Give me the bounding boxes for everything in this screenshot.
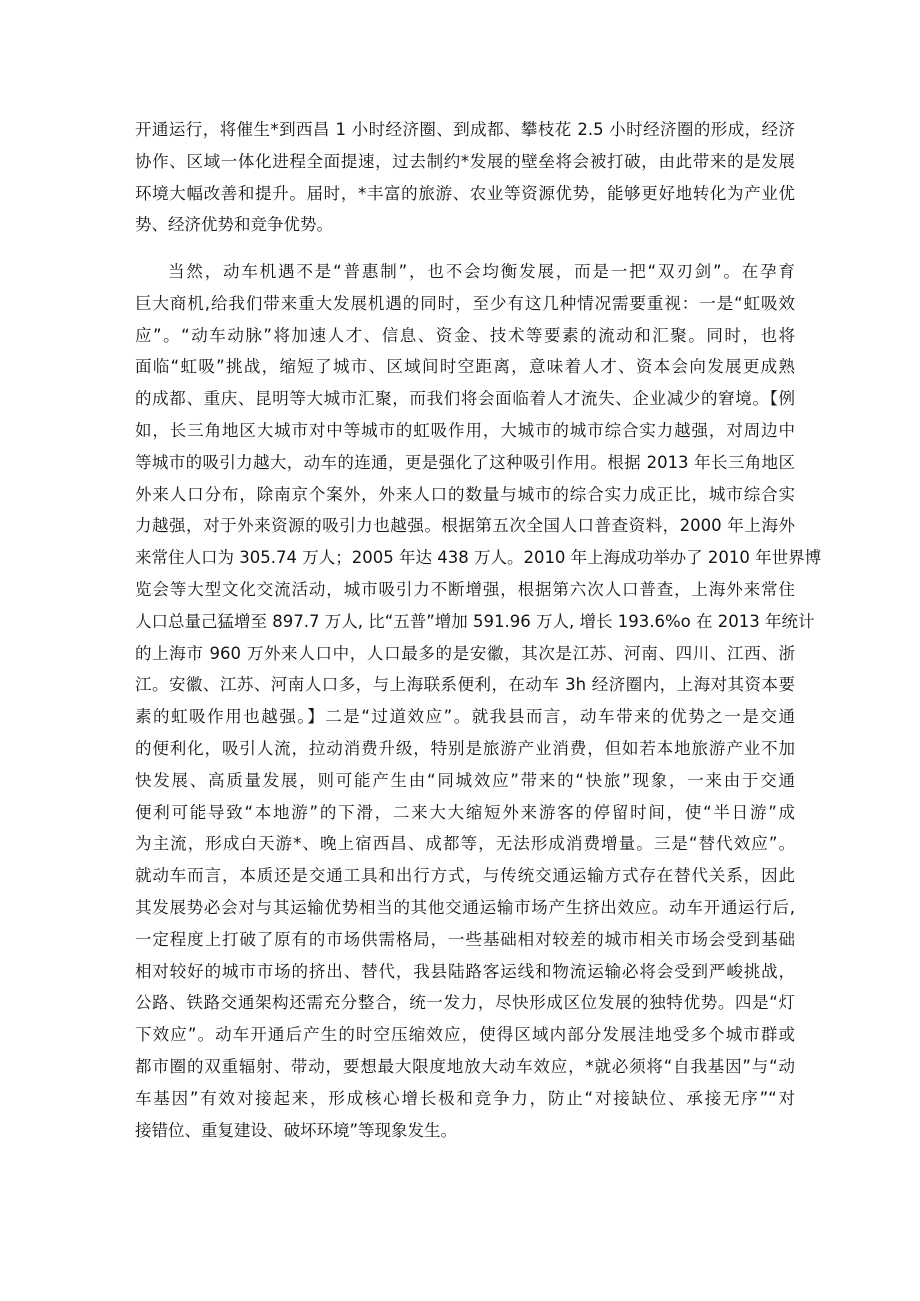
text-line: 势、经济优势和竞争优势。 bbox=[135, 215, 333, 235]
paragraph-2 bbox=[135, 256, 822, 1146]
text-line: 素的虹吸作用也越强。】二是“过道效应”。就我县而言，动车带来的优势之一是交通 bbox=[135, 707, 795, 727]
text-line: 的上海市 960 万外来人口中，人口最多的是安徽，其次是江苏、河南、四川、江西、浙 bbox=[135, 643, 795, 663]
text-line: 相对较好的城市市场的挤出、替代，我县陆路客运线和物流运输必将会受到严峻挑战， bbox=[135, 961, 795, 981]
text-line: 江。安徽、江苏、河南人口多，与上海联系便利，在动车 3h 经济圈内，上海对其资本要 bbox=[135, 675, 795, 695]
text-line: 面临“虹吸”挑战，缩短了城市、区域间时空距离，意味着人才、资本会向发展更成熟 bbox=[135, 357, 795, 377]
text-line: 快发展、高质量发展，则可能产生由“同城效应”带来的“快旅”现象，一来由于交通 bbox=[135, 770, 795, 790]
text-line: 的便利化，吸引人流，拉动消费升级，特别是旅游产业消费，但如若本地旅游产业不加 bbox=[135, 738, 795, 758]
text-line: 巨大商机,给我们带来重大发展机遇的同时，至少有这几种情况需要重视：一是“虹吸效 bbox=[135, 293, 795, 313]
text-line: 外来人口分布，除南京个案外，外来人口的数量与城市的综合实力成正比，城市综合实 bbox=[135, 484, 795, 504]
text-line: 为主流，形成白天游*、晚上宿西昌、成都等，无法形成消费增量。三是“替代效应”。 bbox=[135, 834, 795, 854]
text-line: 来常住人口为 305.74 万人；2005 年达 438 万人。2010 年上海成功举办了 2010 年世界博 bbox=[135, 548, 822, 568]
text-line: 如，长三角地区大城市对中等城市的虹吸作用，大城市的城市综合实力越强，对周边中 bbox=[135, 420, 795, 440]
text-line: 人口总量己猛增至 897.7 万人, 比“五普”增加 591.96 万人, 增长 193.6%o 在 2013 年统计 bbox=[135, 611, 815, 631]
text-line: 开通运行，将催生*到西昌 1 小时经济圈、到成都、攀枝花 2.5 小时经济圈的形成，经济 bbox=[135, 120, 795, 139]
text-line: 公路、铁路交通架构还需充分整合，统一发力，尽快形成区位发展的独特优势。四是“灯 bbox=[135, 993, 795, 1013]
text-line: 的成都、重庆、昆明等大城市汇聚，而我们将会面临着人才流失、企业减少的窘境。【例 bbox=[135, 389, 795, 409]
text-line: 下效应”。动车开通后产生的时空压缩效应，使得区域内部分发展洼地受多个城市群或 bbox=[135, 1025, 795, 1045]
text-line: 一定程度上打破了原有的市场供需格局，一些基础相对较差的城市相关市场会受到基础 bbox=[135, 929, 795, 949]
text-line: 等城市的吸引力越大，动车的连通，更是强化了这种吸引作用。根据 2013 年长三角地区 bbox=[135, 452, 795, 472]
text-line: 其发展势必会对与其运输优势相当的其他交通运输市场产生挤出效应。动车开通运行后, bbox=[135, 897, 795, 917]
text-line: 当然，动车机遇不是“普惠制”，也不会均衡发展，而是一把“双刃剑”。在孕育 bbox=[168, 262, 795, 281]
paragraph-1 bbox=[135, 114, 795, 241]
text-line: 都市圈的双重辐射、带动，要想最大限度地放大动车效应，*就必须将“自我基因”与“动 bbox=[135, 1056, 795, 1076]
text-line: 便利可能导致“本地游”的下滑，二来大大缩短外来游客的停留时间，使“半日游”成 bbox=[135, 802, 795, 822]
text-line: 环境大幅改善和提升。届时，*丰富的旅游、农业等资源优势，能够更好地转化为产业优 bbox=[135, 183, 795, 203]
text-line: 览会等大型文化交流活动，城市吸引力不断增强，根据第六次人口普查，上海外来常住 bbox=[135, 579, 795, 599]
text-line: 就动车而言，本质还是交通工具和出行方式，与传统交通运输方式存在替代关系，因此 bbox=[135, 866, 795, 886]
text-line: 应”。“动车动脉”将加速人才、信息、资金、技术等要素的流动和汇聚。同时，也将 bbox=[135, 325, 795, 345]
text-line: 力越强，对于外来资源的吸引力也越强。根据第五次全国人口普查资料，2000 年上海外 bbox=[135, 516, 795, 536]
text-line: 协作、区域一体化进程全面提速，过去制约*发展的壁垒将会被打破，由此带来的是发展 bbox=[135, 151, 795, 171]
text-line: 接错位、重复建设、破坏环境”等现象发生。 bbox=[135, 1120, 458, 1140]
text-line: 车基因”有效对接起来，形成核心增长极和竞争力，防止“对接缺位、承接无序”“对 bbox=[135, 1088, 795, 1108]
